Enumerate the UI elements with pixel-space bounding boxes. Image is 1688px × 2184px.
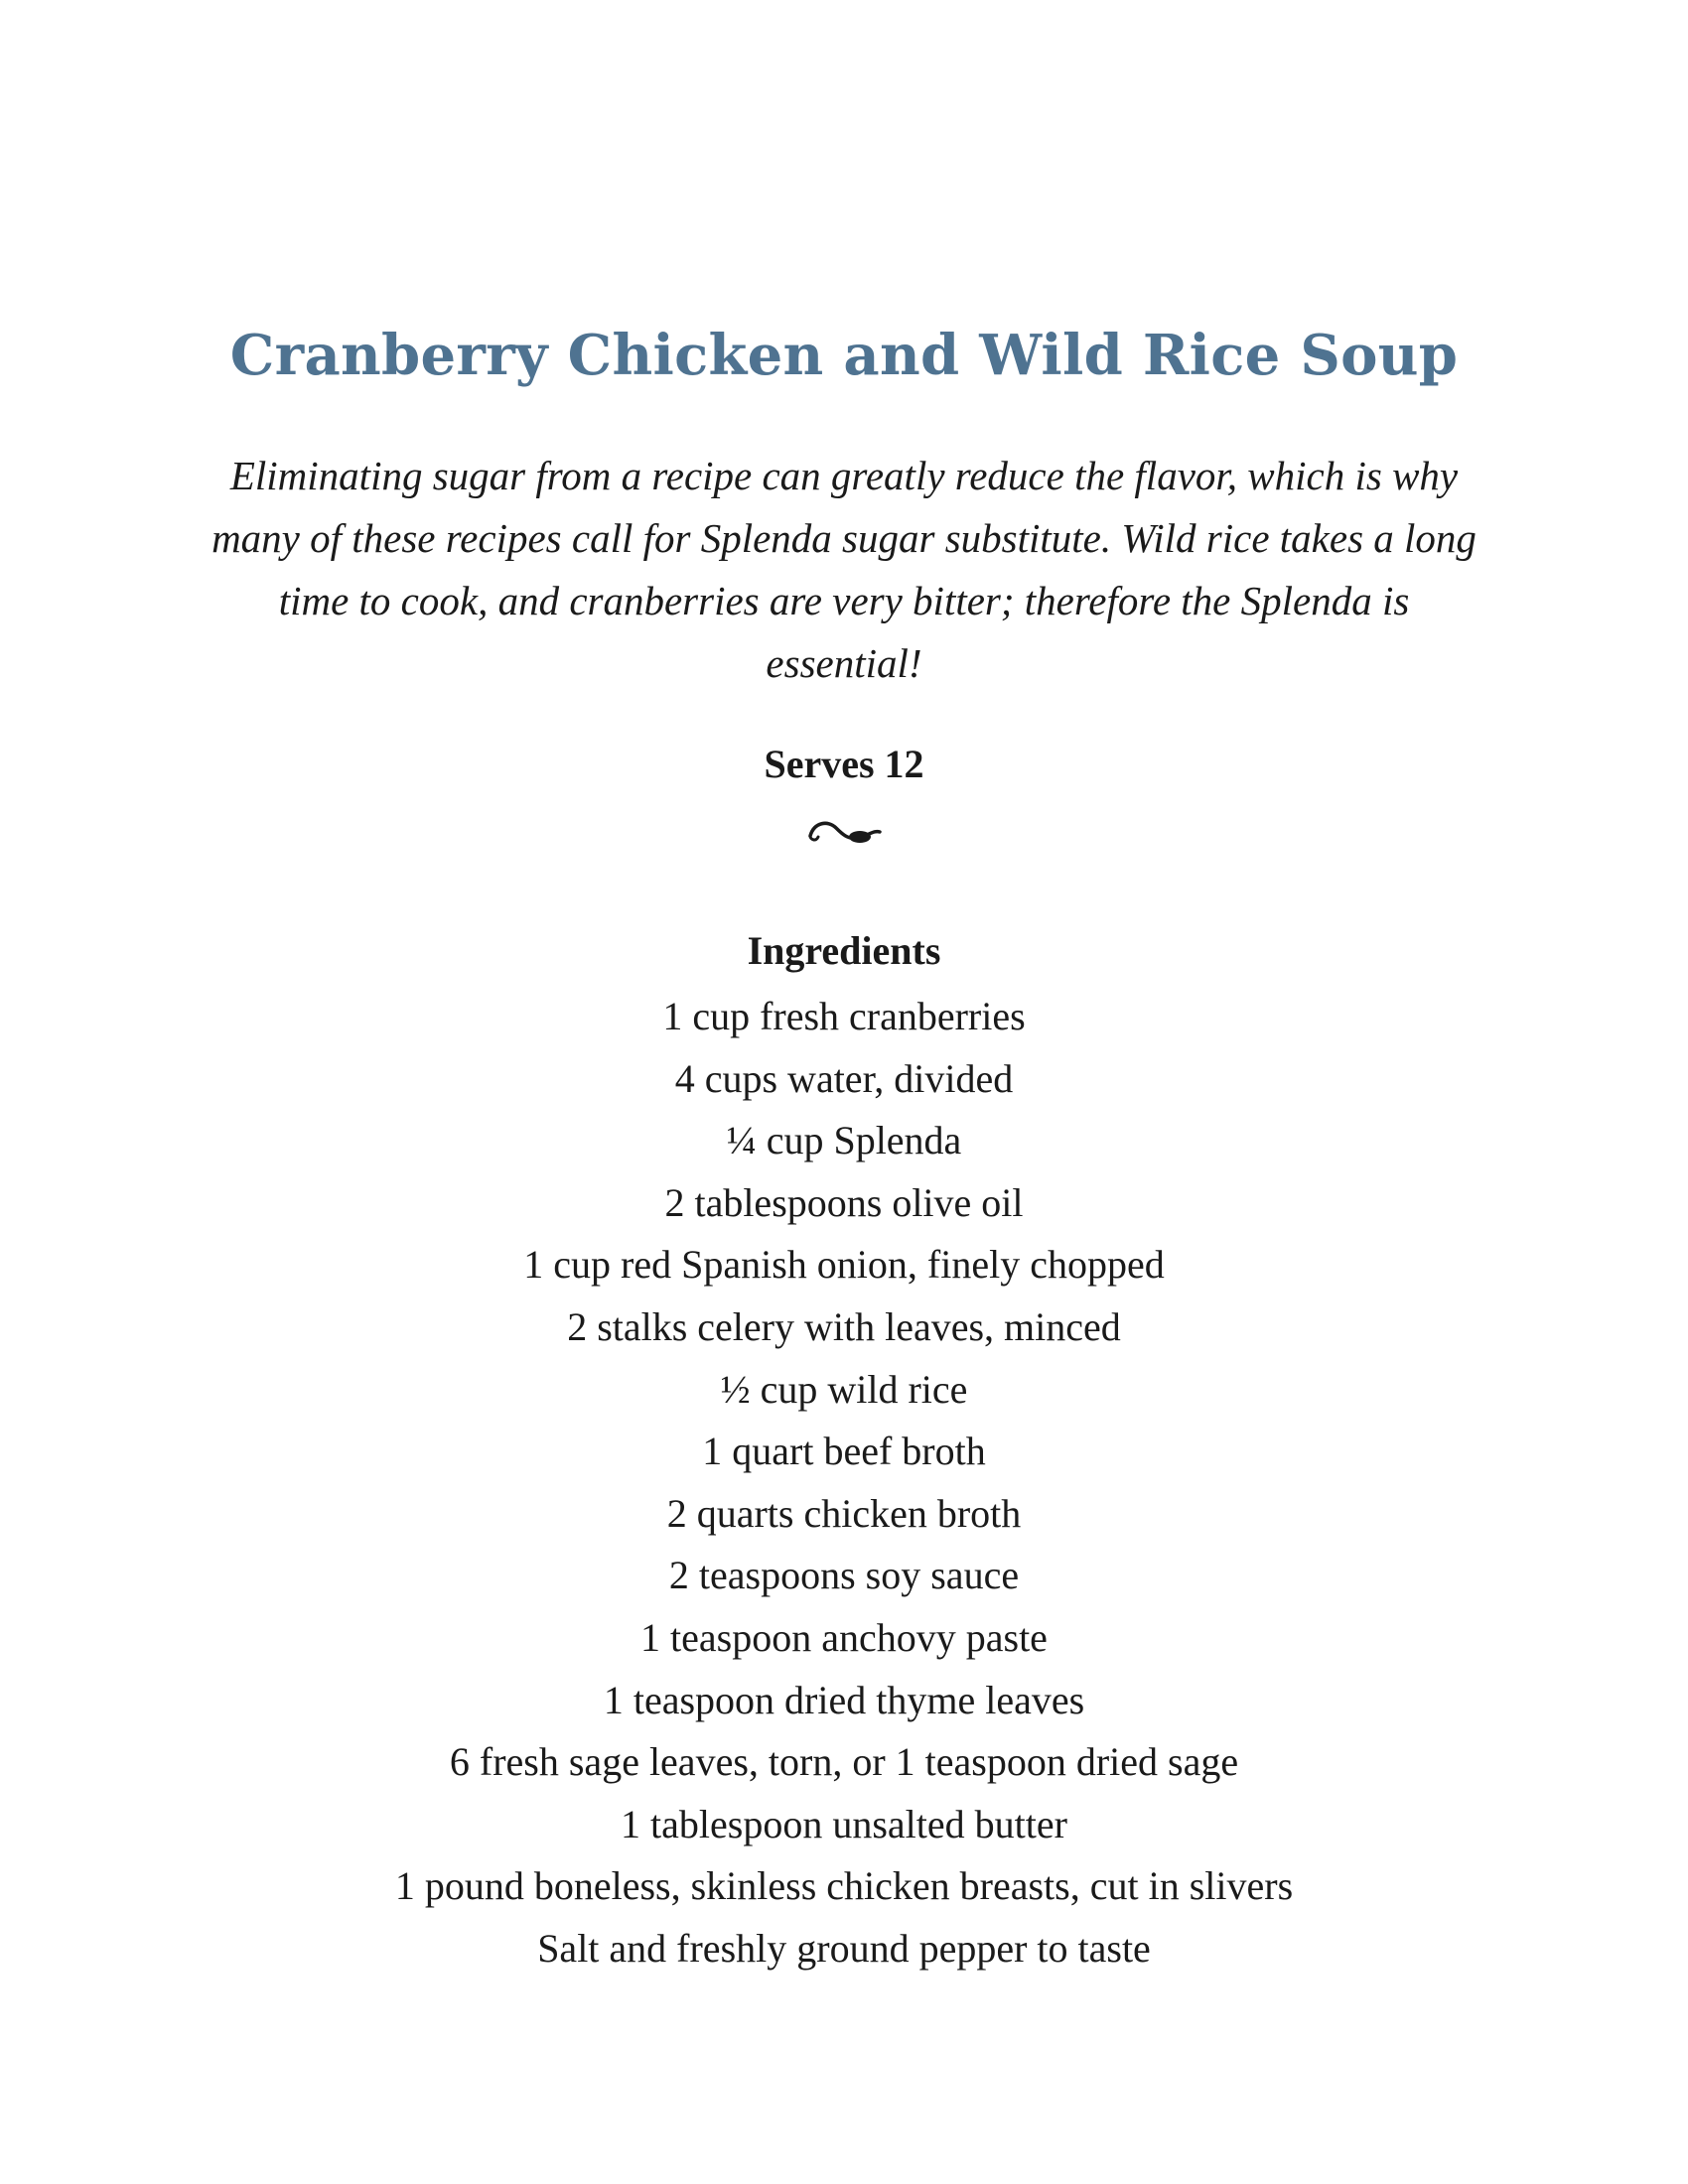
- ingredient-item: Salt and freshly ground pepper to taste: [537, 1925, 1151, 1971]
- ingredient-item: 1 cup red Spanish onion, finely chopped: [523, 1242, 1165, 1288]
- ingredients-heading: Ingredients: [747, 928, 941, 973]
- ingredient-item: 1 tablespoon unsalted butter: [621, 1801, 1067, 1846]
- ingredient-item: 1 teaspoon anchovy paste: [640, 1614, 1048, 1660]
- ingredient-item: 2 quarts chicken broth: [666, 1490, 1022, 1536]
- ingredient-item: 1 teaspoon dried thyme leaves: [603, 1677, 1085, 1722]
- ingredient-item: ¼ cup Splenda: [726, 1118, 962, 1163]
- ingredient-item: 2 stalks celery with leaves, minced: [567, 1303, 1121, 1349]
- ingredients-list: [0, 986, 1688, 1980]
- ingredient-item: ½ cup wild rice: [720, 1366, 968, 1412]
- serves-count: Serves 12: [764, 742, 924, 786]
- ingredient-item: 4 cups water, divided: [674, 1055, 1014, 1101]
- flourish-ornament-icon: [804, 814, 884, 850]
- recipe-title: Cranberry Chicken and Wild Rice Soup: [229, 323, 1459, 388]
- recipe-intro: Eliminating sugar from a recipe can greatly reduce the flavor, which is why many of these recipes call for Splenda sugar substitute. Wild rice takes a long time to cook, and cranberries are very bitter; therefore the Splenda is essential!: [211, 453, 1477, 686]
- ingredient-item: 2 teaspoons soy sauce: [668, 1553, 1020, 1598]
- ingredient-item: 1 pound boneless, skinless chicken breasts, cut in slivers: [394, 1863, 1294, 1909]
- ingredient-item: 2 tablespoons olive oil: [664, 1179, 1024, 1225]
- ingredient-item: 1 cup fresh cranberries: [662, 994, 1026, 1038]
- ingredient-item: 6 fresh sage leaves, torn, or 1 teaspoon dried sage: [449, 1739, 1239, 1785]
- ingredient-item: 1 quart beef broth: [702, 1429, 986, 1474]
